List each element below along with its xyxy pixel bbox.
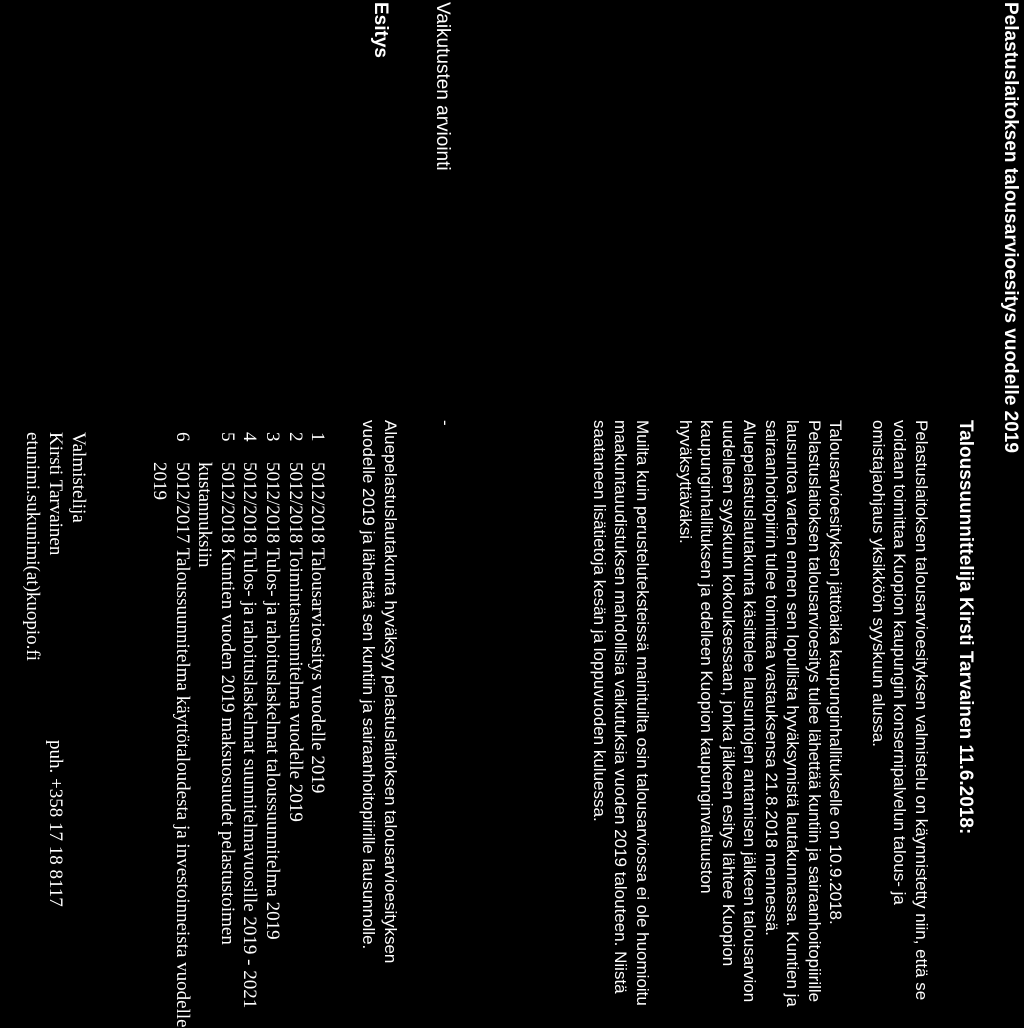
paragraph-line: Pelastuslaitoksen talousarvioesityksen valmistelu on käynnistetty niin, että se <box>912 420 931 1001</box>
proposal-line: Aluepelastuslautakunta hyväksyy pelastuslaitoksen talousarvioesityksen <box>381 420 400 964</box>
paragraph-line: Pelastuslaitoksen talousarvioesitys tulee lähettää kuntiin ja sairaanhoitopiirille <box>805 420 824 1003</box>
preparer-phone: puh. +358 17 18 8117 <box>45 740 66 907</box>
paragraph-line: lausuntoa varten ennen sen lopullista hyväksymistä lautakunnassa. Kuntien ja <box>783 420 802 1007</box>
paragraph-line: kaupunginhallituksen ja edelleen Kuopion kaupunginvaltuuston <box>697 420 716 894</box>
proposal-label: Esitys <box>370 2 391 58</box>
impact-assessment-label: Vaikutusten arviointi <box>432 2 453 171</box>
attachment-number: 1 <box>307 432 328 442</box>
paragraph-line: maakuntauudistuksen mahdollisia vaikutuksia vuoden 2019 talouteen. Niistä <box>611 420 630 994</box>
paragraph-line: omistajaohjaus yksikköön syyskuun alussa. <box>869 420 888 747</box>
paragraph-line: Muilta kuin perusteluteksteissä mainituilta osin talousarviossa ei ole huomioitu <box>633 420 652 1006</box>
paragraph-line: Talousarvioesityksen jättöaika kaupunginhallitukselle on 10.9.2018. <box>826 420 845 925</box>
attachment-item: 5012/2017 Taloussuunnitelma käyttötaloudesta ja investoinneista vuodelle <box>172 462 193 1028</box>
attachment-number: 4 <box>239 432 260 442</box>
proposal-line: vuodelle 2019 ja lähettää sen kuntiin ja sairaanhoitopiirille lausunnolle. <box>359 420 378 950</box>
attachment-number: 6 <box>172 432 193 442</box>
attachment-item: 5012/2018 Tulos- ja rahoituslaskelmat taloussuunnitelma 2019 <box>262 462 283 940</box>
attachment-item: 5012/2018 Toimintasuunnitelma vuodelle 2019 <box>285 462 306 822</box>
attachment-number: 2 <box>285 432 306 442</box>
preparer-email: etunimi.sukunimi(at)kuopio.fi <box>22 432 43 662</box>
attachment-item-continued: kustannuksiin <box>194 462 215 568</box>
attachment-item-continued: 2019 <box>149 462 170 500</box>
attachment-item: 5012/2018 Kuntien vuoden 2019 maksuosuudet pelastustoimen <box>217 462 238 945</box>
paragraph-line: Aluepelastuslautakunta käsittelee lausuntojen antamisen jälkeen talousarvion <box>740 420 759 1003</box>
attachment-number: 3 <box>262 432 283 442</box>
attachment-item: 5012/2018 Tulos- ja rahoituslaskelmat suunnitelmavuosille 2019 - 2021 <box>239 462 260 1009</box>
document-title: Pelastuslaitoksen talousarvioesitys vuodelle 2019 <box>1000 2 1021 453</box>
attachment-number: 5 <box>217 432 238 442</box>
paragraph-line: voidaan toimittaa Kuopion kaupungin konsernipalvelun talous- ja <box>890 420 909 905</box>
paragraph-line: sairaanhoitopiirin tulee toimittaa vastauksensa 21.8.2018 mennessä. <box>762 420 781 936</box>
impact-assessment-value: - <box>436 420 455 426</box>
paragraph-line: uudelleen syyskuun kokouksessaan, jonka jälkeen esitys lähtee Kuopion <box>719 420 738 967</box>
preparer-name: Kirsti Tarvainen <box>45 432 66 556</box>
attachment-item: 5012/2018 Talousarvioesitys vuodelle 2019 <box>307 462 328 794</box>
paragraph-line: saataneen lisätietoja kesän ja loppuvuoden kuluessa. <box>590 420 609 822</box>
preparer-label: Valmistelija <box>68 432 89 523</box>
paragraph-line: hyväksyttäväksi. <box>676 420 695 544</box>
section-heading: Taloussuunnittelija Kirsti Tarvainen 11.6.2018: <box>955 420 976 835</box>
